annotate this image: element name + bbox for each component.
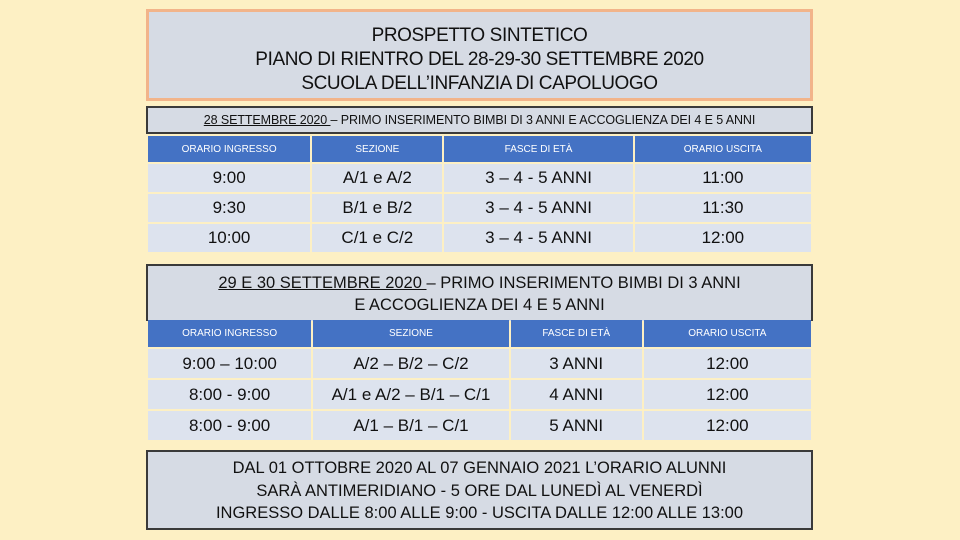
table-cell: 9:00 – 10:00 — [148, 349, 311, 378]
table-row — [148, 411, 811, 440]
table-cell: 11:30 — [635, 194, 811, 222]
section2-text-1: – PRIMO INSERIMENTO BIMBI DI 3 ANNI — [426, 274, 741, 292]
footer-line-2: SARÀ ANTIMERIDIANO - 5 ORE DAL LUNEDÌ AL VENERDÌ — [256, 481, 703, 500]
section1-text: – PRIMO INSERIMENTO BIMBI DI 3 ANNI E ACCOGLIENZA DEI 4 E 5 ANNI — [330, 113, 756, 127]
table-cell: A/1 – B/1 – C/1 — [313, 411, 508, 440]
section1-date: 28 SETTEMBRE 2020 — [203, 113, 331, 127]
table-cell: 3 – 4 - 5 ANNI — [444, 164, 632, 192]
table-row — [148, 380, 811, 409]
table-cell: C/1 e C/2 — [312, 224, 442, 252]
table-cell: 12:00 — [644, 411, 811, 440]
table-cell: 11:00 — [635, 164, 811, 192]
footer-line-1: DAL 01 OTTOBRE 2020 AL 07 GENNAIO 2021 L’ORARIO ALUNNI — [232, 459, 727, 477]
column-header: ORARIO INGRESSO — [148, 136, 310, 162]
column-header: ORARIO USCITA — [644, 320, 811, 347]
table-cell: 3 ANNI — [511, 349, 642, 378]
table-row — [148, 349, 811, 378]
column-header: FASCE DI ETÀ — [511, 320, 642, 347]
table-cell: 12:00 — [644, 380, 811, 409]
table-cell: A/2 – B/2 – C/2 — [313, 349, 508, 378]
table-row — [148, 224, 811, 252]
title-line-1: PROSPETTO SINTETICO — [371, 25, 588, 46]
column-header: ORARIO USCITA — [635, 136, 811, 162]
title-box — [146, 9, 813, 101]
table-row — [148, 194, 811, 222]
column-header: ORARIO INGRESSO — [148, 320, 311, 347]
title-line-2: PIANO DI RIENTRO DEL 28-29-30 SETTEMBRE 2020 — [255, 49, 704, 70]
section1-heading — [146, 106, 813, 134]
table-header-row — [148, 320, 811, 347]
title-line-3: SCUOLA DELL’INFANZIA DI CAPOLUOGO — [301, 73, 658, 94]
section1-table — [146, 134, 813, 254]
footer-line-3: INGRESSO DALLE 8:00 ALLE 9:00 - USCITA DALLE 12:00 ALLE 13:00 — [215, 504, 744, 522]
section2-text-2: E ACCOGLIENZA DEI 4 E 5 ANNI — [354, 296, 605, 314]
column-header: FASCE DI ETÀ — [444, 136, 632, 162]
footer-notice — [146, 450, 813, 530]
table-cell: 3 – 4 - 5 ANNI — [444, 224, 632, 252]
section2-table — [146, 318, 813, 442]
table-row — [148, 164, 811, 192]
table-cell: 8:00 - 9:00 — [148, 380, 311, 409]
table-cell: 9:30 — [148, 194, 310, 222]
section2-date: 29 E 30 SETTEMBRE 2020 — [218, 274, 427, 292]
table-cell: B/1 e B/2 — [312, 194, 442, 222]
table-cell: 3 – 4 - 5 ANNI — [444, 194, 632, 222]
table-header-row — [148, 136, 811, 162]
table-cell: 5 ANNI — [511, 411, 642, 440]
table-cell: 8:00 - 9:00 — [148, 411, 311, 440]
table-cell: A/1 e A/2 — [312, 164, 442, 192]
section2-heading — [146, 264, 813, 321]
table-cell: A/1 e A/2 – B/1 – C/1 — [313, 380, 508, 409]
table-cell: 9:00 — [148, 164, 310, 192]
column-header: SEZIONE — [312, 136, 442, 162]
column-header: SEZIONE — [313, 320, 508, 347]
table-cell: 10:00 — [148, 224, 310, 252]
table-cell: 4 ANNI — [511, 380, 642, 409]
table-cell: 12:00 — [644, 349, 811, 378]
table-cell: 12:00 — [635, 224, 811, 252]
